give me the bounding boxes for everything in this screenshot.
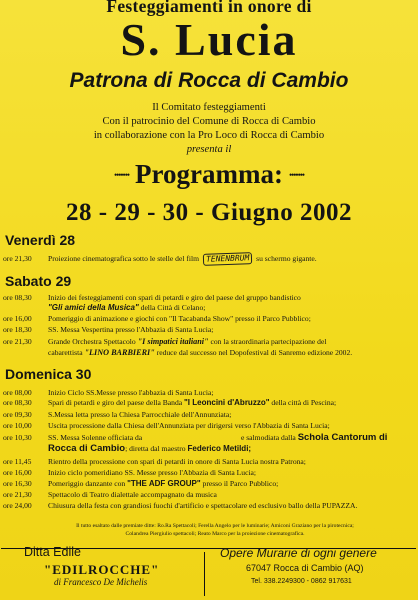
event-time: ore 16,00 bbox=[3, 468, 32, 477]
event-row bbox=[3, 421, 415, 431]
event-text: della Città di Celano; bbox=[140, 303, 206, 312]
event-row-continuation bbox=[3, 303, 418, 313]
credits-line: Colandrea Piergiulio spettacoli; Reato Marco per la proiezione cinematografica. bbox=[125, 530, 305, 537]
event-text: Spari di petardi e giro del paese della Banda bbox=[48, 398, 183, 407]
band-name: "Gli amici della Musica" bbox=[48, 303, 139, 312]
event-row bbox=[3, 410, 415, 420]
handwritten-film-title: TENENBRUM bbox=[203, 252, 253, 266]
opere-label: Opere Murarie di ogni genere bbox=[220, 546, 377, 560]
dots-left-ornament: ••••••• bbox=[113, 169, 130, 180]
day-heading-domenica: Domenica 30 bbox=[5, 366, 92, 382]
ditta-label: Ditta Edile bbox=[24, 545, 81, 559]
event-text: con la straordinaria partecipazione del bbox=[210, 337, 327, 346]
poster-title: S. Lucia bbox=[120, 14, 298, 65]
event-text: ; diretta dal maestro bbox=[125, 444, 186, 453]
event-text: su schermo gigante. bbox=[256, 254, 317, 263]
event-text: Pomeriggio di animazione e giochi con "Il Tacabanda Show" presso il Parco Pubblico; bbox=[48, 314, 311, 323]
event-text: Inizio ciclo pomeridiano SS. Messe presso l'Abbazia di Santa Lucia; bbox=[48, 468, 257, 477]
director-name: Federico Metildi; bbox=[187, 444, 252, 453]
programma-row bbox=[0, 159, 418, 190]
event-text: Rientro della processione con spari di petardi in onore di Santa Lucia nostra Patrona; bbox=[48, 457, 306, 466]
event-row-continuation bbox=[3, 444, 415, 454]
event-row bbox=[3, 325, 415, 335]
event-row-continuation bbox=[3, 348, 418, 358]
event-row bbox=[3, 293, 415, 303]
sponsor-divider bbox=[204, 552, 205, 596]
event-text: Grande Orchestra Spettacolo bbox=[48, 337, 136, 346]
event-text: cabarettista bbox=[48, 348, 83, 357]
event-row bbox=[3, 457, 415, 467]
event-text: Chiusura della festa con grandiosi fuochi d'artificio e spettacolare ed esclusivo ballo della PUPAZZA. bbox=[48, 501, 358, 510]
event-row bbox=[3, 433, 415, 443]
event-time: ore 16,00 bbox=[3, 314, 32, 323]
orchestra-name: "I simpatici italiani" bbox=[137, 337, 209, 346]
event-text: Pomeriggio danzante con bbox=[48, 479, 126, 488]
event-time: ore 10,30 bbox=[3, 433, 32, 442]
event-time: ore 21,30 bbox=[3, 337, 32, 346]
presenta-line: presenta il bbox=[186, 144, 232, 155]
day-heading-venerdi: Venerdì 28 bbox=[5, 232, 76, 248]
collaborazione-line: in collaborazione con la Pro Loco di Rocca di Cambio bbox=[93, 130, 325, 141]
sponsor-address: 67047 Rocca di Cambio (AQ) bbox=[246, 563, 364, 573]
header-festeggiamenti: Festeggiamenti in onore di bbox=[106, 0, 312, 16]
event-time: ore 08,00 bbox=[3, 388, 32, 397]
event-time: ore 18,30 bbox=[3, 325, 32, 334]
programma-title: Programma: bbox=[135, 159, 283, 189]
event-time: ore 21,30 bbox=[3, 490, 32, 499]
event-row bbox=[3, 468, 415, 478]
event-time: ore 21,30 bbox=[3, 254, 32, 263]
credits-line: Il tutto esaltato dalle premiate ditte: Ro.Ra Spettacoli; Ferella Angelo per le luminarie; Amiconi Graziano per la pirotecnica; bbox=[76, 523, 354, 529]
event-text: Uscita processione dalla Chiesa dell'Annunziata per dirigersi verso l'Abbazia di Santa Lucia; bbox=[48, 421, 330, 430]
event-text: presso il Parco Pubblico; bbox=[202, 479, 279, 488]
credits bbox=[30, 523, 400, 538]
event-time: ore 16,30 bbox=[3, 479, 32, 488]
event-row bbox=[3, 398, 415, 408]
event-text: Inizio Ciclo SS.Messe presso l'abbazia di Santa Lucia; bbox=[48, 388, 214, 397]
event-row bbox=[3, 501, 415, 511]
event-time: ore 08,30 bbox=[3, 398, 32, 407]
choir-name: Schola Cantorum di bbox=[297, 432, 388, 443]
event-text: Inizio dei festeggiamenti con spari di petardi e giro del paese del gruppo bandistico bbox=[48, 293, 301, 302]
edilrocche-owner: di Francesco De Michelis bbox=[54, 577, 148, 587]
event-time: ore 09,30 bbox=[3, 410, 32, 419]
patrocinio-line: Con il patrocinio del Comune di Rocca di Cambio bbox=[102, 116, 316, 127]
band-name: "I Leoncini d'Abruzzo" bbox=[184, 398, 270, 407]
event-text: Proiezione cinematografica sotto le stelle del film bbox=[48, 254, 199, 263]
group-name: "THE ADF GROUP" bbox=[127, 479, 201, 488]
event-row bbox=[3, 388, 415, 398]
edilrocche-name: "EDILROCCHE" bbox=[44, 562, 160, 577]
event-text: reduce dal successo nel Dopofestival di Sanremo edizione 2002. bbox=[156, 348, 353, 357]
event-text: della città di Pescina; bbox=[271, 398, 337, 407]
event-time: ore 24,00 bbox=[3, 501, 32, 510]
comitato-line: Il Comitato festeggiamenti bbox=[152, 102, 266, 113]
event-row bbox=[3, 479, 415, 489]
event-time: ore 08,30 bbox=[3, 293, 32, 302]
programma-dates: 28 - 29 - 30 - Giugno 2002 bbox=[66, 199, 352, 226]
event-row bbox=[3, 253, 415, 265]
event-row bbox=[3, 337, 415, 347]
event-text: SS. Messa Solenne officiata da bbox=[48, 433, 143, 442]
event-time: ore 11,45 bbox=[3, 457, 32, 466]
event-text: S.Messa letta presso la Chiesa Parrocchiale dell'Annunziata; bbox=[48, 410, 232, 419]
event-text: Spettacolo di Teatro dialettale accompagnato da musica bbox=[48, 490, 217, 499]
event-row bbox=[3, 314, 415, 324]
performer-name: "LINO BARBIERI" bbox=[84, 348, 155, 357]
dots-right-ornament: ••••••• bbox=[288, 169, 305, 180]
sponsor-phone: Tel. 338.2249300 - 0862 917631 bbox=[251, 578, 352, 585]
day-heading-sabato: Sabato 29 bbox=[5, 273, 72, 289]
event-text: e salmodiata dalla bbox=[240, 433, 296, 442]
choir-name-cont: Rocca di Cambio bbox=[48, 443, 126, 454]
event-text: SS. Messa Vespertina presso l'Abbazia di Santa Lucia; bbox=[48, 325, 214, 334]
patrona-subtitle: Patrona di Rocca di Cambio bbox=[69, 69, 349, 92]
event-row bbox=[3, 490, 415, 500]
event-time: ore 10,00 bbox=[3, 421, 32, 430]
